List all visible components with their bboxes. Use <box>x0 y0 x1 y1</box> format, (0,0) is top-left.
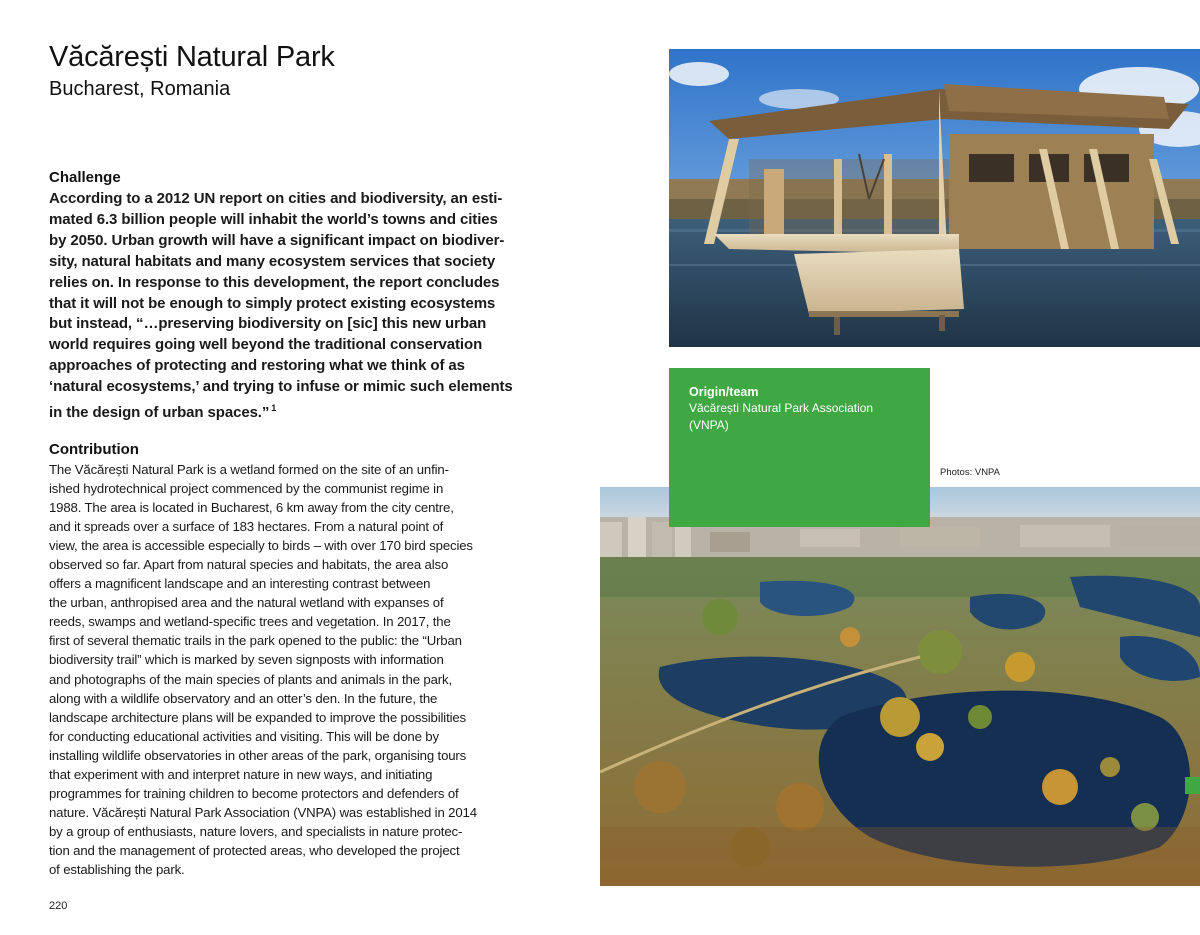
photo-credit: Photos: VNPA <box>940 467 1001 478</box>
origin-label: Origin/team <box>689 385 759 399</box>
text-line: for conducting educational activities and visiting. This will be done by <box>49 728 439 744</box>
text-line: relies on. In response to this development, the report concludes <box>49 273 500 291</box>
page-subtitle: Bucharest, Romania <box>49 78 231 100</box>
text-line: that experiment with and interpret nature in new ways, and initiating <box>49 766 433 782</box>
text-line: and photographs of the main species of plants and animals in the park, <box>49 671 452 687</box>
text-line: ‘natural ecosystems,’ and trying to infuse or mimic such elements <box>49 378 513 396</box>
challenge-heading: Challenge <box>49 169 121 186</box>
page-number: 220 <box>49 900 68 912</box>
contribution-heading: Contribution <box>49 441 139 458</box>
text-line: nature. Văcărești Natural Park Association (VNPA) was established in 2014 <box>49 804 477 820</box>
text-line: that it will not be enough to simply protect existing ecosystems <box>49 294 496 312</box>
text-line: The Văcărești Natural Park is a wetland formed on the site of an unfin- <box>49 462 449 477</box>
origin-team-box <box>669 368 930 527</box>
observatory-illustration <box>669 49 1200 347</box>
text-line: the urban, anthropised area and the natural wetland with expanses of <box>49 595 444 611</box>
text-line: reeds, swamps and wetland-specific trees and vegetation. In 2017, the <box>49 614 451 630</box>
text-line: world requires going well beyond the traditional conservation <box>49 336 483 354</box>
text-line: offers a magnificent landscape and an interesting contrast between <box>49 576 431 592</box>
text-line: ished hydrotechnical project commenced by the communist regime in <box>49 481 444 497</box>
text-line: sity, natural habitats and many ecosystem services that society <box>49 252 496 270</box>
contribution-paragraph <box>49 460 535 879</box>
footnote-marker: 1 <box>271 403 277 414</box>
text-line: approaches of protecting and restoring what we think of as <box>49 357 465 375</box>
text-line: in the design of urban spaces.” <box>49 404 270 422</box>
text-line-last <box>49 398 539 424</box>
text-line: programmes for training children to become protectors and defenders of <box>49 785 459 801</box>
origin-team-name: Văcărești Natural Park Association (VNPA) <box>689 401 874 432</box>
text-line: by a group of enthusiasts, nature lovers, and specialists in nature protec- <box>49 823 463 839</box>
text-line: tion and the management of protected areas, who developed the project <box>49 842 460 858</box>
text-line: of establishing the park. <box>49 861 185 877</box>
text-line: 1988. The area is located in Bucharest, 6 km away from the city centre, <box>49 500 454 516</box>
text-line: observed so far. Apart from natural species and habitats, the area also <box>49 557 449 573</box>
challenge-paragraph <box>49 189 539 424</box>
text-line: by 2050. Urban growth will have a significant impact on biodiver- <box>49 231 505 249</box>
text-line: and it spreads over a surface of 183 hectares. From a natural point of <box>49 519 444 535</box>
text-line: view, the area is accessible especially to birds – with over 170 bird species <box>49 538 473 554</box>
text-line: but instead, “…preserving biodiversity on [sic] this new urban <box>49 315 487 333</box>
chapter-marker <box>1185 777 1200 794</box>
text-line: along with a wildlife observatory and an otter’s den. In the future, the <box>49 690 438 706</box>
text-line: first of several thematic trails in the park opened to the public: the “Urban <box>49 633 462 649</box>
text-line: biodiversity trail” which is marked by seven signposts with information <box>49 652 444 668</box>
page-title: Văcărești Natural Park <box>49 41 335 73</box>
text-line: installing wildlife observatories in other areas of the park, organising tours <box>49 747 467 763</box>
observatory-photo <box>669 49 1200 347</box>
text-line: landscape architecture plans will be expanded to improve the possibilities <box>49 709 467 725</box>
text-line: mated 6.3 billion people will inhabit the world’s towns and cities <box>49 210 498 228</box>
aerial-photo <box>600 487 1200 886</box>
text-line: According to a 2012 UN report on cities and biodiversity, an esti- <box>49 190 503 207</box>
aerial-illustration <box>600 487 1200 886</box>
